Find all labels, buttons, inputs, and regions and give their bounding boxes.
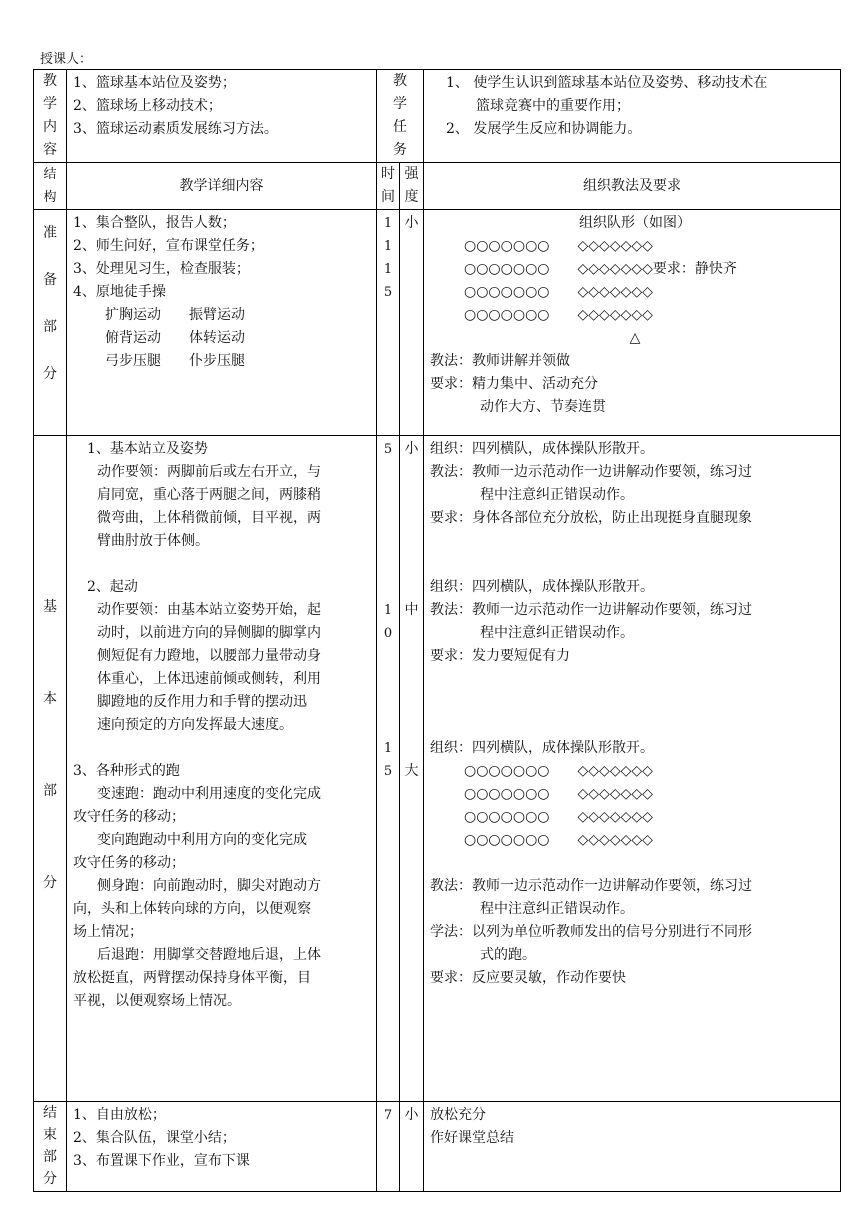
heading-content: 教学详细内容	[67, 163, 377, 210]
formation-row: ○○○○○○○ ◇◇◇◇◇◇◇	[464, 763, 653, 779]
formation-row: ○○○○○○○ ◇◇◇◇◇◇◇	[464, 786, 653, 802]
heading-intensity: 强 度	[400, 163, 424, 210]
task-items: 1、 使学生认识到篮球基本站位及姿势、移动技术在 篮球竞赛中的重要作用； 2、 发展学生反应和协调能力。	[424, 70, 841, 163]
prep-time: 1 1 1 5	[377, 210, 400, 436]
end-intensity: 小	[400, 1102, 424, 1192]
task-label: 教 学 任 务	[377, 70, 424, 163]
formation-row: ○○○○○○○ ◇◇◇◇◇◇◇	[464, 832, 653, 848]
basic-row	[34, 436, 841, 1102]
teacher-mark: △	[629, 330, 641, 346]
formation-row: ○○○○○○○ ◇◇◇◇◇◇◇	[464, 307, 653, 323]
heading-structure: 结 构	[34, 163, 67, 210]
end-time: 7	[377, 1102, 400, 1192]
prep-intensity: 小	[400, 210, 424, 436]
top-row	[34, 70, 841, 163]
basic-method: 组织：四列横队，成体操队形散开。 教法：教师一边示范动作一边讲解动作要领，练习过 程中注意纠正错误动作。 要求：身体各部位充分放松，防止出现挺身直腿现象 组织：四列横队，成体操队形散开。 教法：教师一边示范动作一边讲解动作要领，练习过 程中注意纠正错误动作。 要求：发力要短促有力 组织：四列横队，成体操队形散开。 ○○○○○○○ ◇◇◇◇◇◇◇ ○○○○○○○ ◇◇◇◇◇◇◇ ○○○○○○○ ◇◇◇◇◇◇◇ ○○○○○○○ ◇◇◇◇◇◇◇ 教法：教师一边示范动作一边讲解动作要领，练习过 程中注意纠正错误动作。 学法：以列为单位听教师发出的信号分别进行不同形 式的跑。 要求：反应要灵敏，作动作要快	[424, 436, 841, 1102]
content-label: 教 学 内 容	[34, 70, 67, 163]
prep-row	[34, 210, 841, 436]
end-label: 结 束 部 分	[34, 1102, 67, 1192]
basic-intensity: 小 中 大	[400, 436, 424, 1102]
formation-row: ○○○○○○○ ◇◇◇◇◇◇◇	[464, 284, 653, 300]
prep-label: 准 备 部 分	[34, 210, 67, 436]
prep-content: 1、集合整队，报告人数； 2、师生问好，宣布课堂任务； 3、处理见习生，检查服装； 4、原地徒手操 扩胸运动 振臂运动 俯背运动 体转运动 弓步压腿 仆步压腿	[67, 210, 377, 436]
end-method: 放松充分 作好课堂总结	[424, 1102, 841, 1192]
basic-content: 1、基本站立及姿势 动作要领：两脚前后或左右开立，与 肩同宽，重心落于两腿之间，两膝稍 微弯曲，上体稍微前倾，目平视，两 臂曲肘放于体侧。 2、起动 动作要领：由基本站立姿势开始，起 动时，以前进方向的异侧脚的脚掌内 侧短促有力蹬地，以腰部力量带动身 体重心，上体迅速前倾或侧转，利用 脚蹬地的反作用力和手臂的摆动迅 速向预定的方向发挥最大速度。 3、各种形式的跑 变速跑：跑动中利用速度的变化完成 攻守任务的移动； 变向跑跑动中利用方向的变化完成 攻守任务的移动； 侧身跑：向前跑动时，脚尖对跑动方 向，头和上体转向球的方向，以便观察 场上情况； 后退跑：用脚掌交替蹬地后退，上体 放松挺直，两臂摆动保持身体平衡，目 平视，以便观察场上情况。	[67, 436, 377, 1102]
prep-method: 组织队形（如图） ○○○○○○○ ◇◇◇◇◇◇◇ ○○○○○○○ ◇◇◇◇◇◇◇要求：静快齐 ○○○○○○○ ◇◇◇◇◇◇◇ ○○○○○○○ ◇◇◇◇◇◇◇ △ 教法：教师讲解并领做 要求：精力集中、活动充分 动作大方、节奏连贯	[424, 210, 841, 436]
end-row	[34, 1102, 841, 1192]
basic-label: 基 本 部 分	[34, 436, 67, 1102]
heading-method: 组织教法及要求	[424, 163, 841, 210]
formation-row: ○○○○○○○ ◇◇◇◇◇◇◇要求：静快齐	[464, 261, 737, 277]
formation-row: ○○○○○○○ ◇◇◇◇◇◇◇	[464, 809, 653, 825]
heading-time: 时 间	[377, 163, 400, 210]
lesson-plan-table	[33, 69, 841, 1192]
formation-row: ○○○○○○○ ◇◇◇◇◇◇◇	[464, 238, 653, 254]
teacher-label: 授课人：	[40, 52, 93, 67]
content-items: 1、篮球基本站位及姿势； 2、篮球场上移动技术； 3、篮球运动素质发展练习方法。	[67, 70, 377, 163]
heading-row	[34, 163, 841, 210]
end-content: 1、自由放松； 2、集合队伍，课堂小结； 3、布置课下作业，宣布下课	[67, 1102, 377, 1192]
basic-time: 5 1 0 1 5	[377, 436, 400, 1102]
